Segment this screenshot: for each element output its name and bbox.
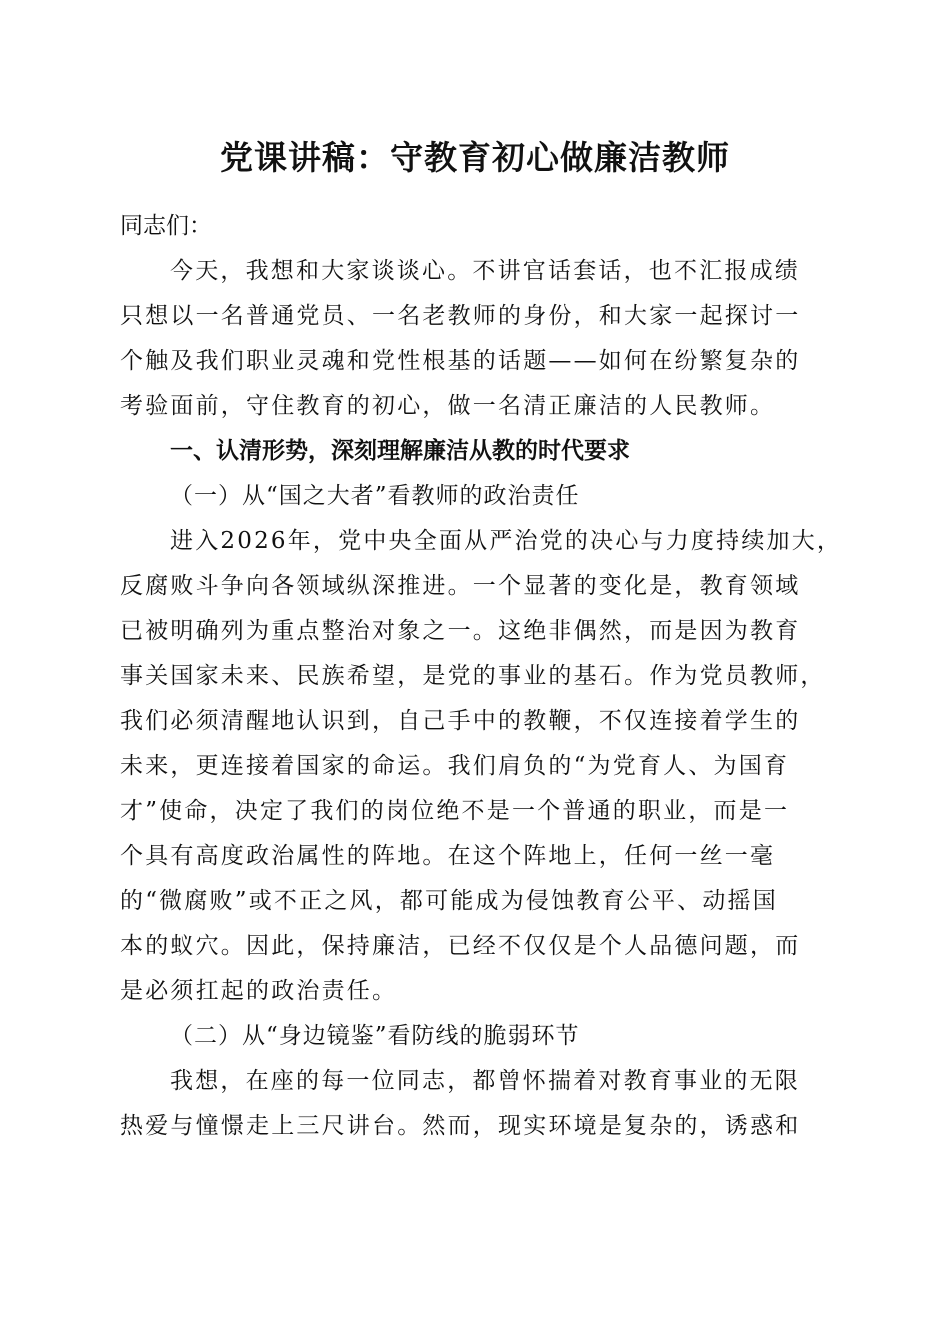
- document-body: [120, 204, 843, 1149]
- section-heading: 一、认清形势，深刻理解廉洁从教的时代要求: [170, 438, 630, 464]
- paragraph-line: 进入2026年，党中央全面从严治党的决心与力度持续加大，: [170, 528, 843, 554]
- subsection-heading: （二）从“身边镜鉴”看防线的脆弱环节: [170, 1023, 580, 1049]
- paragraph-line: 本的蚁穴。因此，保持廉洁，已经不仅仅是个人品德问题，而: [120, 933, 801, 959]
- document-title: 党课讲稿：守教育初心做廉洁教师: [220, 138, 730, 177]
- paragraph-line: 才”使命，决定了我们的岗位绝不是一个普通的职业，而是一: [120, 798, 790, 824]
- paragraph-line: 我们必须清醒地认识到，自己手中的教鞭，不仅连接着学生的: [120, 708, 801, 734]
- paragraph-line: 考验面前，守住教育的初心，做一名清正廉洁的人民教师。: [120, 393, 776, 419]
- paragraph-line: 个具有高度政治属性的阵地。在这个阵地上，任何一丝一毫: [120, 843, 776, 869]
- paragraph-line: 热爱与憧憬走上三尺讲台。然而，现实环境是复杂的，诱惑和: [120, 1113, 801, 1139]
- paragraph-line: 已被明确列为重点整治对象之一。这绝非偶然，而是因为教育: [120, 618, 801, 644]
- salutation: 同志们：: [120, 213, 212, 239]
- paragraph-line: 只想以一名普通党员、一名老教师的身份，和大家一起探讨一: [120, 303, 801, 329]
- paragraph-line: 我想，在座的每一位同志，都曾怀揣着对教育事业的无限: [170, 1068, 800, 1094]
- subsection-heading: （一）从“国之大者”看教师的政治责任: [170, 483, 580, 509]
- paragraph-line: 未来，更连接着国家的命运。我们肩负的“为党育人、为国育: [120, 753, 790, 779]
- paragraph-line: 反腐败斗争向各领域纵深推进。一个显著的变化是，教育领域: [120, 573, 801, 599]
- paragraph-line: 今天，我想和大家谈谈心。不讲官话套话，也不汇报成绩: [170, 258, 800, 284]
- paragraph-line: 是必须扛起的政治责任。: [120, 978, 398, 1004]
- paragraph-line: 个触及我们职业灵魂和党性根基的话题——如何在纷繁复杂的: [120, 348, 801, 374]
- paragraph-line: 的“微腐败”或不正之风，都可能成为侵蚀教育公平、动摇国: [120, 888, 778, 914]
- paragraph-line: 事关国家未来、民族希望，是党的事业的基石。作为党员教师，: [120, 663, 826, 689]
